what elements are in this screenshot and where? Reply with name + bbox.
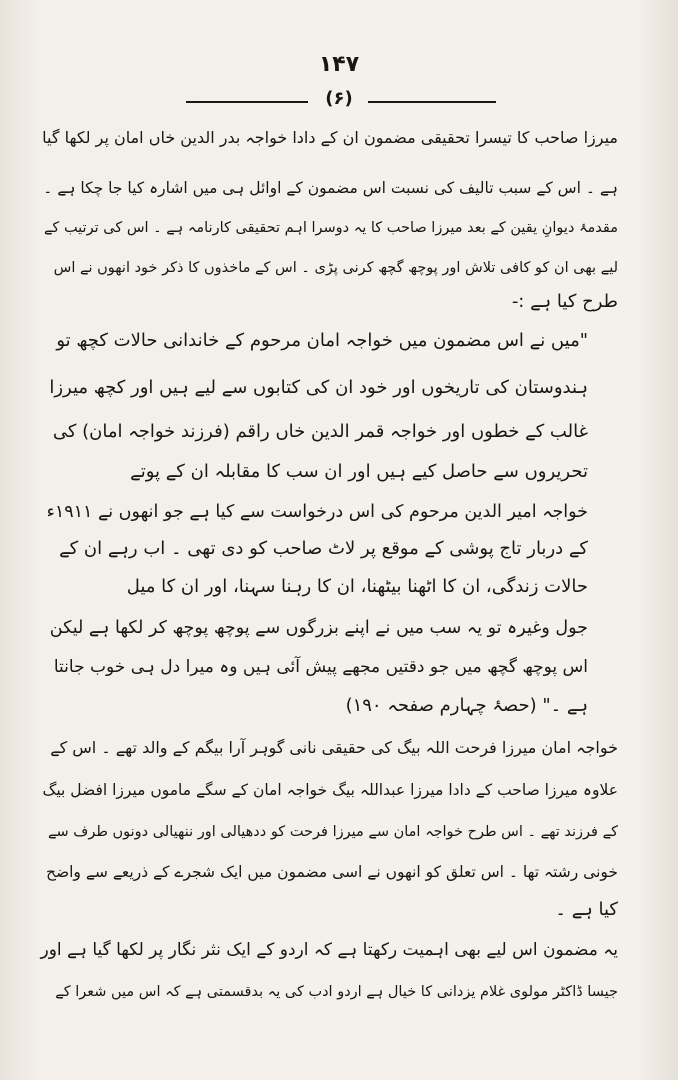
quote-line-3: غالب کے خطوں اور خواجہ قمر الدین خاں راقم (فرزند خواجہ امان) کی: [52, 421, 588, 442]
quote-line-4: تحریروں سے حاصل کیے ہیں اور ان سب کا مقابلہ ان کے پوتے: [130, 461, 588, 482]
quote-line-1: "میں نے اس مضمون میں خواجہ امان مرحوم کے خاندانی حالات کچھ تو: [56, 330, 588, 351]
paragraph-1-line-1: میرزا صاحب کا تیسرا تحقیقی مضمون ان کے دادا خواجہ بدر الدین خاں امان پر لکھا گیا: [42, 128, 618, 147]
paragraph-3-line-5: کیا ہے ۔: [555, 899, 618, 920]
page-number: ۱۴۷: [318, 52, 360, 77]
quote-line-5: خواجہ امیر الدین مرحوم کی اس درخواست سے کیا ہے جو انھوں نے ۱۹۱۱ء: [46, 502, 588, 522]
paragraph-3-line-4: خونی رشتہ تھا ۔ اس تعلق کو انھوں نے اسی مضمون میں ایک شجرے کے ذریعے سے واضح: [45, 863, 618, 881]
quote-line-7: حالات زندگی، ان کا اٹھنا بیٹھنا، ان کا رہنا سہنا، اور ان کا میل: [126, 576, 588, 597]
header-rule-right: [368, 101, 496, 103]
quote-line-2: ہندوستان کی تاریخوں اور خود ان کی کتابوں سے لیے ہیں اور کچھ میرزا: [49, 377, 588, 398]
paragraph-3-line-3: کے فرزند تھے ۔ اس طرح خواجہ امان سے میرزا فرحت کو ددھیالی اور ننھیالی دونوں طرف سے: [48, 824, 618, 840]
paragraph-1-line-4: لیے بھی ان کو کافی تلاش اور پوچھ گچھ کرنی پڑی ۔ اس کے ماخذوں کا ذکر خود انھوں نے اس: [53, 260, 618, 276]
quote-line-9: اس پوچھ گچھ میں جو دقتیں مجھے پیش آئی ہیں وہ میرا دل ہی خوب جانتا: [53, 657, 588, 677]
quote-line-10: ہے ۔" (حصۂ چہارم صفحہ ۱۹۰): [345, 695, 588, 716]
paragraph-1-line-2: ہے ۔ اس کے سبب تالیف کی نسبت اس مضمون کے اوائل ہی میں اشارہ کیا جا چکا ہے ۔: [43, 179, 618, 197]
paragraph-1-line-3: مقدمۂ دیوانِ یقین کے بعد میرزا صاحب کا یہ دوسرا اہم تحقیقی کارنامہ ہے ۔ اس کی ترتیب کے: [43, 220, 618, 236]
paragraph-3-line-1: خواجہ امان میرزا فرحت اللہ بیگ کی حقیقی نانی گوہر آرا بیگم کے والد تھے ۔ اس کے: [50, 738, 618, 757]
quote-line-6: کے دربار تاج پوشی کے موقع پر لاٹ صاحب کو دی تھی ۔ اب رہے ان کے: [59, 538, 588, 559]
quote-line-8: جول وغیرہ تو یہ سب میں نے اپنے بزرگوں سے پوچھ پوچھ کر لکھا ہے لیکن: [49, 618, 588, 638]
paragraph-4-line-1: یہ مضمون اس لیے بھی اہمیت رکھتا ہے کہ اردو کے ایک نثر نگار پر لکھا گیا ہے اور: [40, 940, 618, 960]
paragraph-1-line-5: طرح کیا ہے :-: [511, 291, 618, 312]
paragraph-3-line-2: علاوہ میرزا صاحب کے دادا میرزا عبداللہ بیگ خواجہ امان کے سگے ماموں میرزا افضل بیگ: [42, 781, 618, 799]
section-number: (۶): [325, 88, 353, 109]
paragraph-4-line-2: جیسا ڈاکٹر مولوی غلام یزدانی کا خیال ہے اردو ادب کی یہ بدقسمتی ہے کہ اس میں شعرا کے: [55, 984, 618, 1000]
